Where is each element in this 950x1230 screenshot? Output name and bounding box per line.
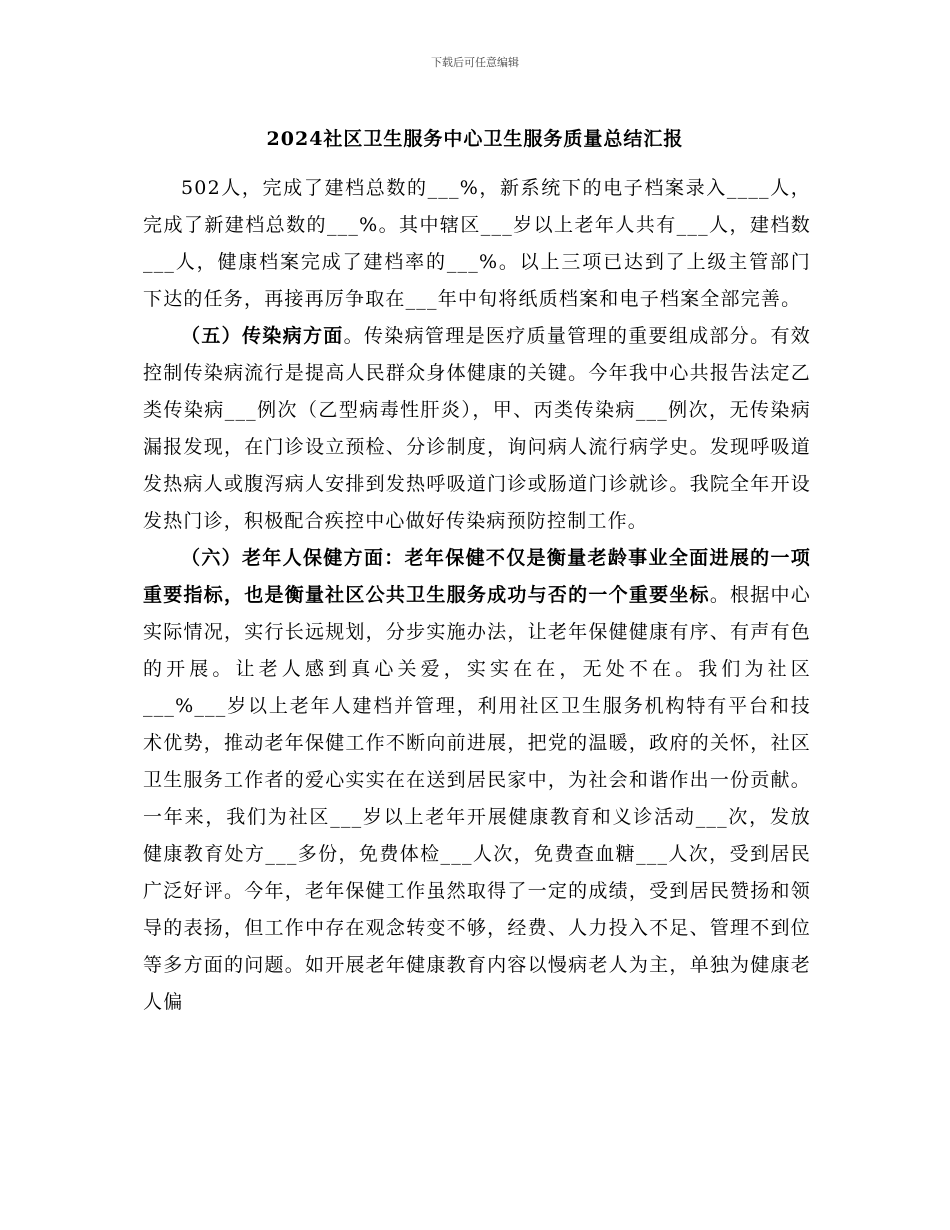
paragraph-archives — [143, 170, 811, 318]
paragraph-elderly-care — [143, 540, 811, 1021]
document-title: 2024社区卫生服务中心卫生服务质量总结汇报 — [266, 128, 684, 150]
paragraph-lead: （五）传染病方面 — [181, 325, 344, 347]
paragraph-infectious-disease — [143, 318, 811, 540]
document-body — [143, 170, 811, 1021]
paragraph-text: 502人，完成了建档总数的___%，新系统下的电子档案录入____人，完成了新建档总数的___%。其中辖区___岁以上老年人共有___人，建档数___人，健康档案完成了建档率的___%。以上三项已达到了上级主管部门下达的任务，再接再厉争取在___年中旬将纸质档案和电子档案全部完善。 — [143, 177, 811, 310]
header-note: 下载后可任意编辑 — [431, 56, 519, 69]
paragraph-lead: （六）老年人保健方面：老年保健不仅是衡量老龄事业全面进展的一项重要指标，也是衡量社区公共卫生服务成功与否的一个重要坐标 — [143, 547, 811, 606]
paragraph-text: 。根据中心实际情况，实行长远规划，分步实施办法，让老年保健健康有序、有声有色的开展。让老人感到真心关爱，实实在在，无处不在。我们为社区___%___岁以上老年人建档并管理，利用社区卫生服务机构特有平台和技术优势，推动老年保健工作不断向前进展，把党的温暖，政府的关怀，社区卫生服务工作者的爱心实实在在送到居民家中，为社会和谐作出一份贡献。一年来，我们为社区___岁以上老年开展健康教育和义诊活动___次，发放健康教育处方___多份，免费体检___人次，免费查血糖___人次，受到居民广泛好评。今年，老年保健工作虽然取得了一定的成绩，受到居民赞扬和领导的表扬，但工作中存在观念转变不够，经费、人力投入不足、管理不到位等多方面的问题。如开展老年健康教育内容以慢病老人为主，单独为健康老人偏 — [143, 584, 811, 1013]
paragraph-text: 。传染病管理是医疗质量管理的重要组成部分。有效控制传染病流行是提高人民群众身体健康的关键。今年我中心共报告法定乙类传染病___例次（乙型病毒性肝炎），甲、丙类传染病___例次，无传染病漏报发现，在门诊设立预检、分诊制度，询问病人流行病学史。发现呼吸道发热病人或腹泻病人安排到发热呼吸道门诊或肠道门诊就诊。我院全年开设发热门诊，积极配合疾控中心做好传染病预防控制工作。 — [143, 325, 811, 532]
